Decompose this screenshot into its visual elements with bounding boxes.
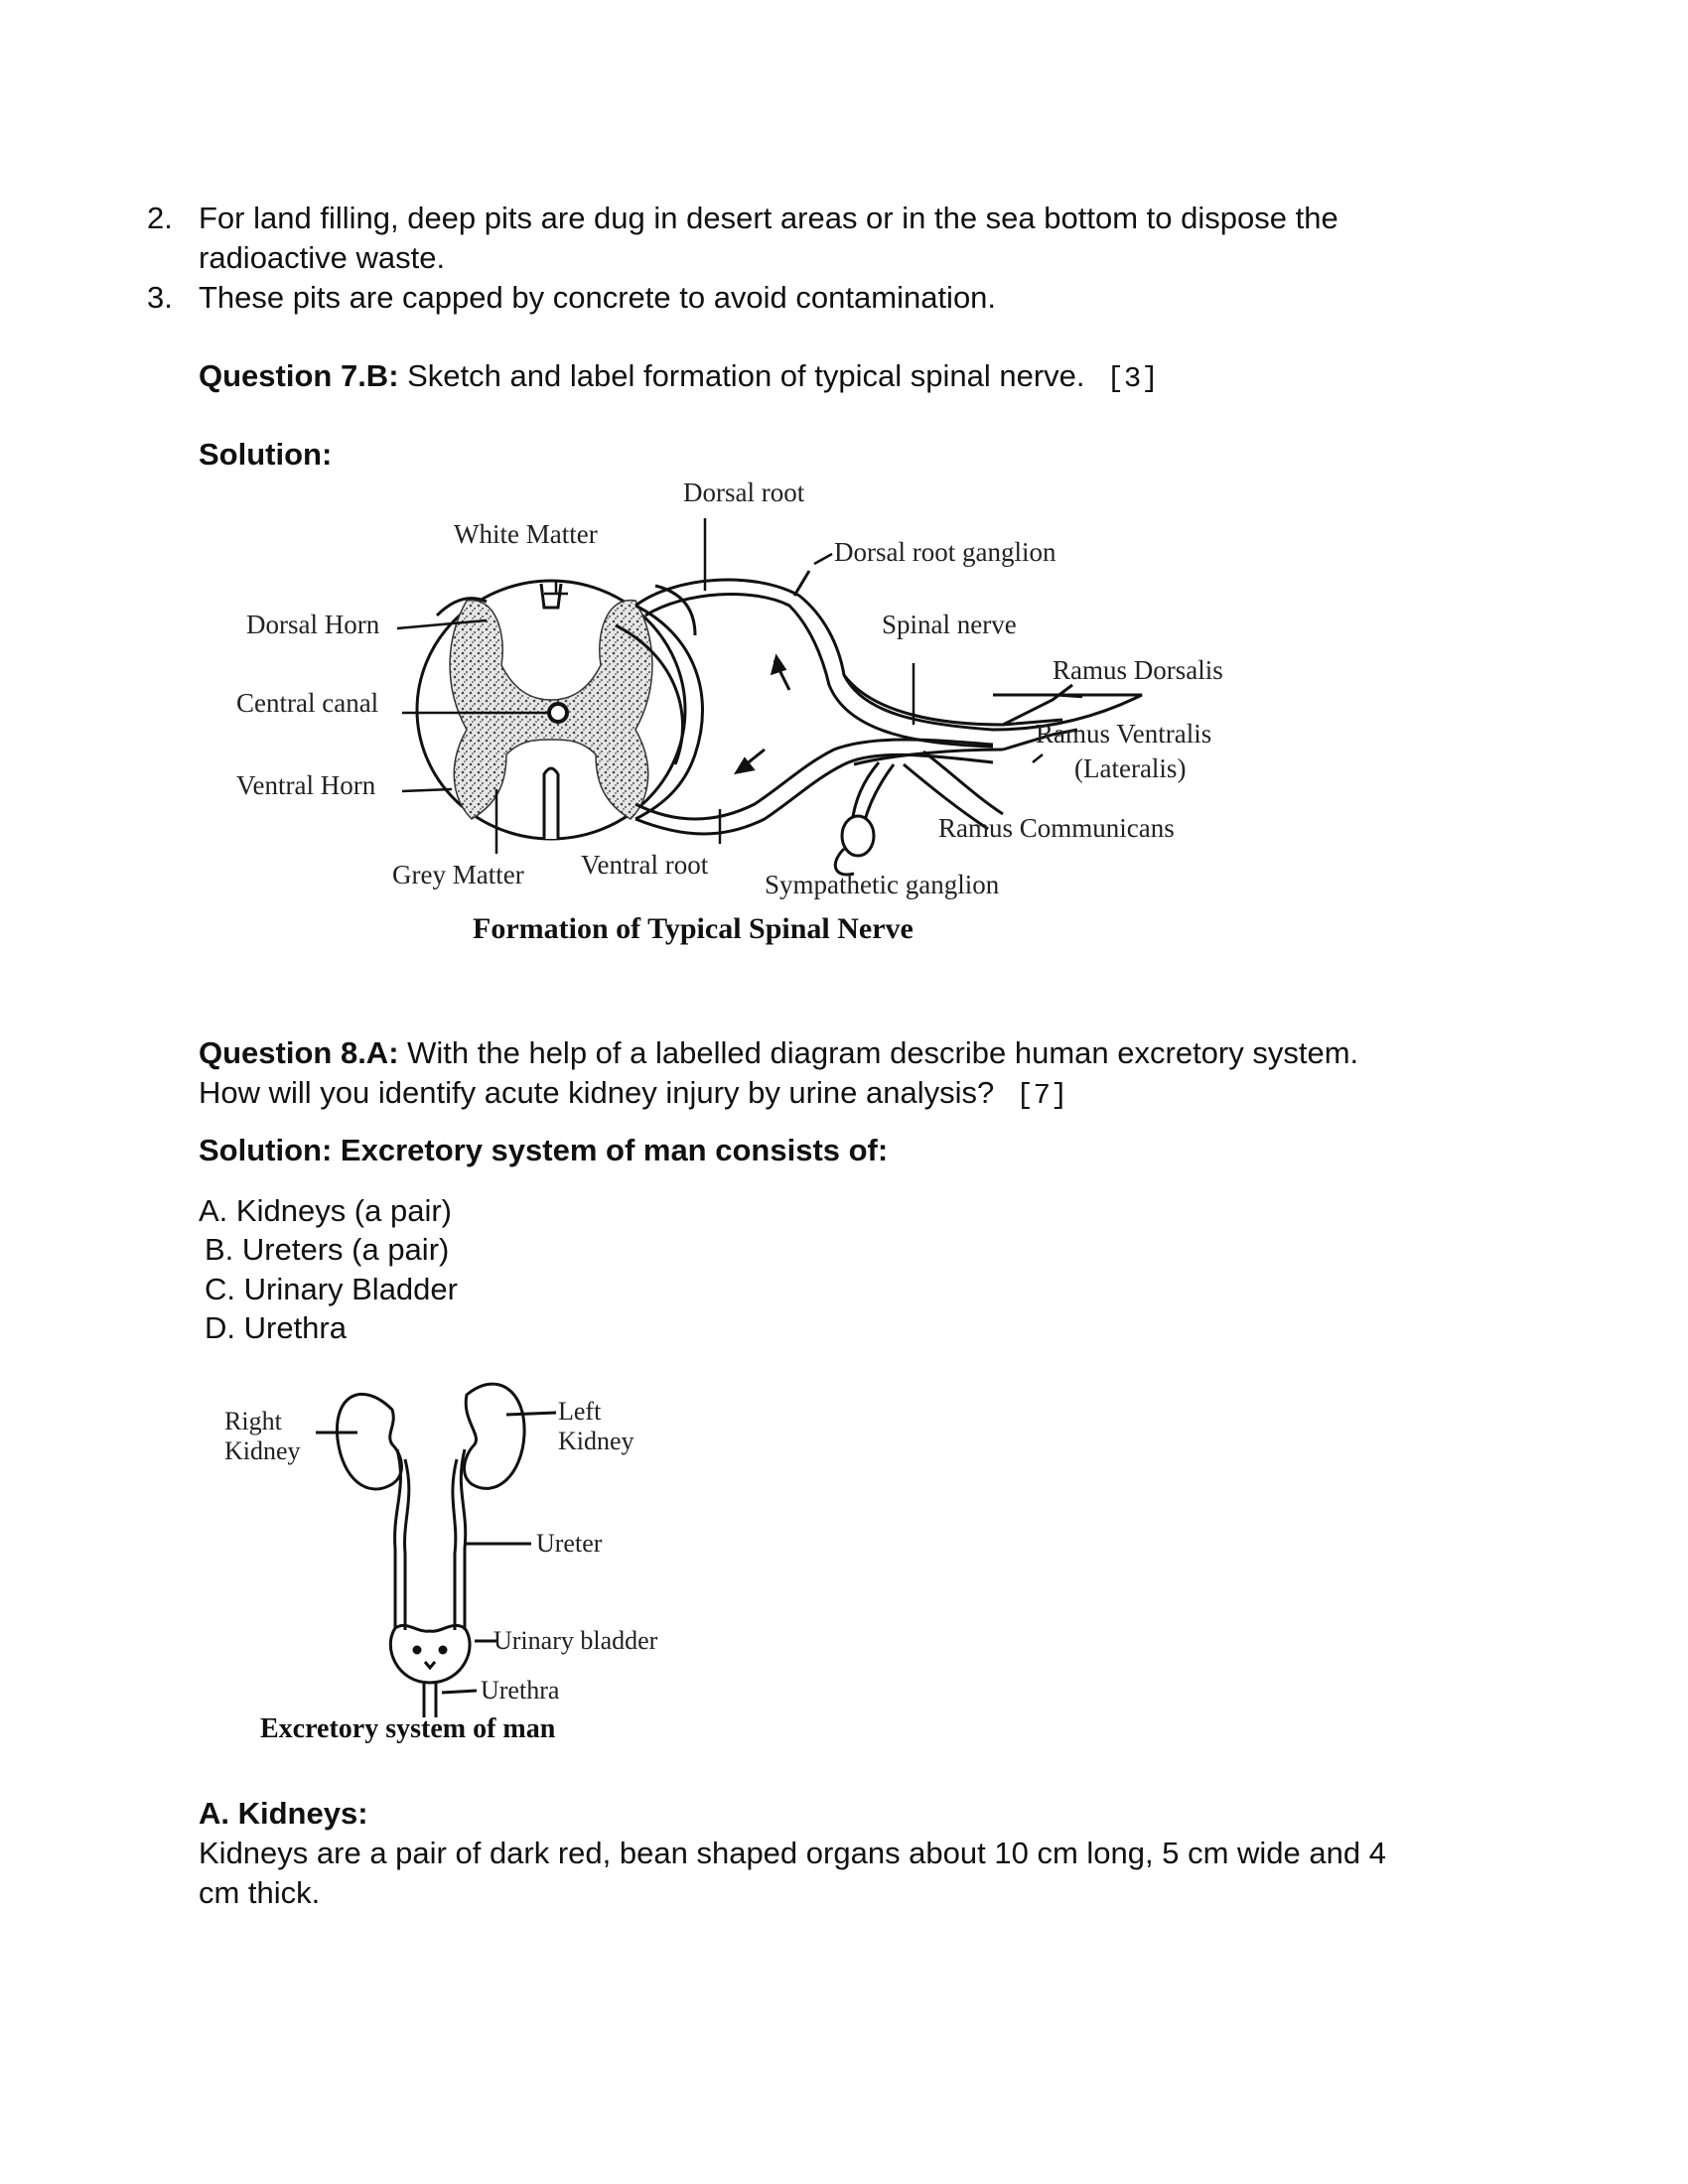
label-right: Right: [224, 1407, 282, 1435]
spinal-nerve-diagram: [0, 0, 1688, 993]
question-text: With the help of a labelled diagram describe human excretory system.: [398, 1035, 1359, 1070]
label-spinal-nerve: Spinal nerve: [882, 610, 1017, 639]
label-ramus-ventralis: Ramus Ventralis: [1036, 719, 1212, 749]
sympathetic-ganglion-shape: [835, 816, 874, 875]
right-kidney-shape: [337, 1394, 401, 1489]
question-label: Question 8.A:: [199, 1035, 399, 1070]
label-sympathetic-ganglion: Sympathetic ganglion: [765, 870, 1000, 899]
nerve-roots: [616, 580, 1142, 834]
label-ramus-dorsalis: Ramus Dorsalis: [1053, 655, 1223, 685]
list-item-text: These pits are capped by concrete to avoid contamination.: [199, 280, 997, 315]
paragraph-line: Kidneys are a pair of dark red, bean shaped organs about 10 cm long, 5 cm wide and 4: [199, 1836, 1386, 1870]
ganglion-mark: [794, 571, 809, 596]
urethra-shape: [424, 1683, 436, 1717]
label-dorsal-horn: Dorsal Horn: [246, 610, 380, 639]
label-ureter: Ureter: [536, 1529, 603, 1558]
label-dorsal-root: Dorsal root: [683, 478, 805, 507]
solution-heading: Solution: Excretory system of man consists of:: [199, 1133, 889, 1167]
question-label: Question 7.B:: [199, 358, 399, 393]
section-heading: A. Kidneys:: [199, 1796, 368, 1831]
label-kidney-left: Kidney: [558, 1427, 634, 1455]
label-urethra: Urethra: [481, 1676, 560, 1705]
excretory-system-diagram: [0, 1350, 794, 1767]
label-lateralis: (Lateralis): [1074, 753, 1187, 783]
list-item-text: For land filling, deep pits are dug in desert areas or in the sea bottom to dispose the: [199, 201, 1338, 235]
question-text: Sketch and label formation of typical spinal nerve.: [398, 358, 1085, 393]
diagram-caption: Formation of Typical Spinal Nerve: [473, 912, 914, 945]
central-canal-shape: [549, 704, 567, 722]
list-item: B. Ureters (a pair): [205, 1232, 450, 1267]
marks-badge: [3]: [1106, 362, 1159, 395]
list-number: 2.: [147, 201, 173, 235]
ureter-shape: [395, 1449, 401, 1628]
label-ventral-horn: Ventral Horn: [236, 770, 376, 800]
question-text: How will you identify acute kidney injury by urine analysis?: [199, 1075, 995, 1110]
list-item: A. Kidneys (a pair): [199, 1193, 452, 1228]
list-number: 3.: [147, 280, 173, 315]
label-white-matter: White Matter: [454, 519, 598, 549]
question-8a: [199, 1033, 1358, 1073]
paragraph-line: cm thick.: [199, 1875, 321, 1910]
list-item: D. Urethra: [205, 1310, 347, 1345]
label-ramus-communicans: Ramus Communicans: [938, 813, 1175, 843]
label-central-canal: Central canal: [236, 688, 379, 718]
direction-arrows: [737, 657, 789, 772]
solution-heading: Solution:: [199, 437, 333, 472]
label-grey-matter: Grey Matter: [392, 860, 524, 889]
label-dorsal-root-ganglion: Dorsal root ganglion: [834, 537, 1056, 567]
left-kidney-shape: [465, 1384, 525, 1488]
diagram-caption: Excretory system of man: [260, 1713, 556, 1744]
list-item: C. Urinary Bladder: [205, 1272, 458, 1306]
urinary-bladder-shape: [390, 1625, 470, 1683]
marks-badge: [7]: [1016, 1079, 1068, 1112]
label-ventral-root: Ventral root: [581, 850, 709, 880]
label-left: Left: [558, 1397, 602, 1426]
list-item-text: radioactive waste.: [199, 240, 446, 275]
label-urinary-bladder: Urinary bladder: [493, 1626, 658, 1655]
question-8a-line2: [199, 1073, 1067, 1116]
label-kidney-right: Kidney: [224, 1436, 301, 1465]
